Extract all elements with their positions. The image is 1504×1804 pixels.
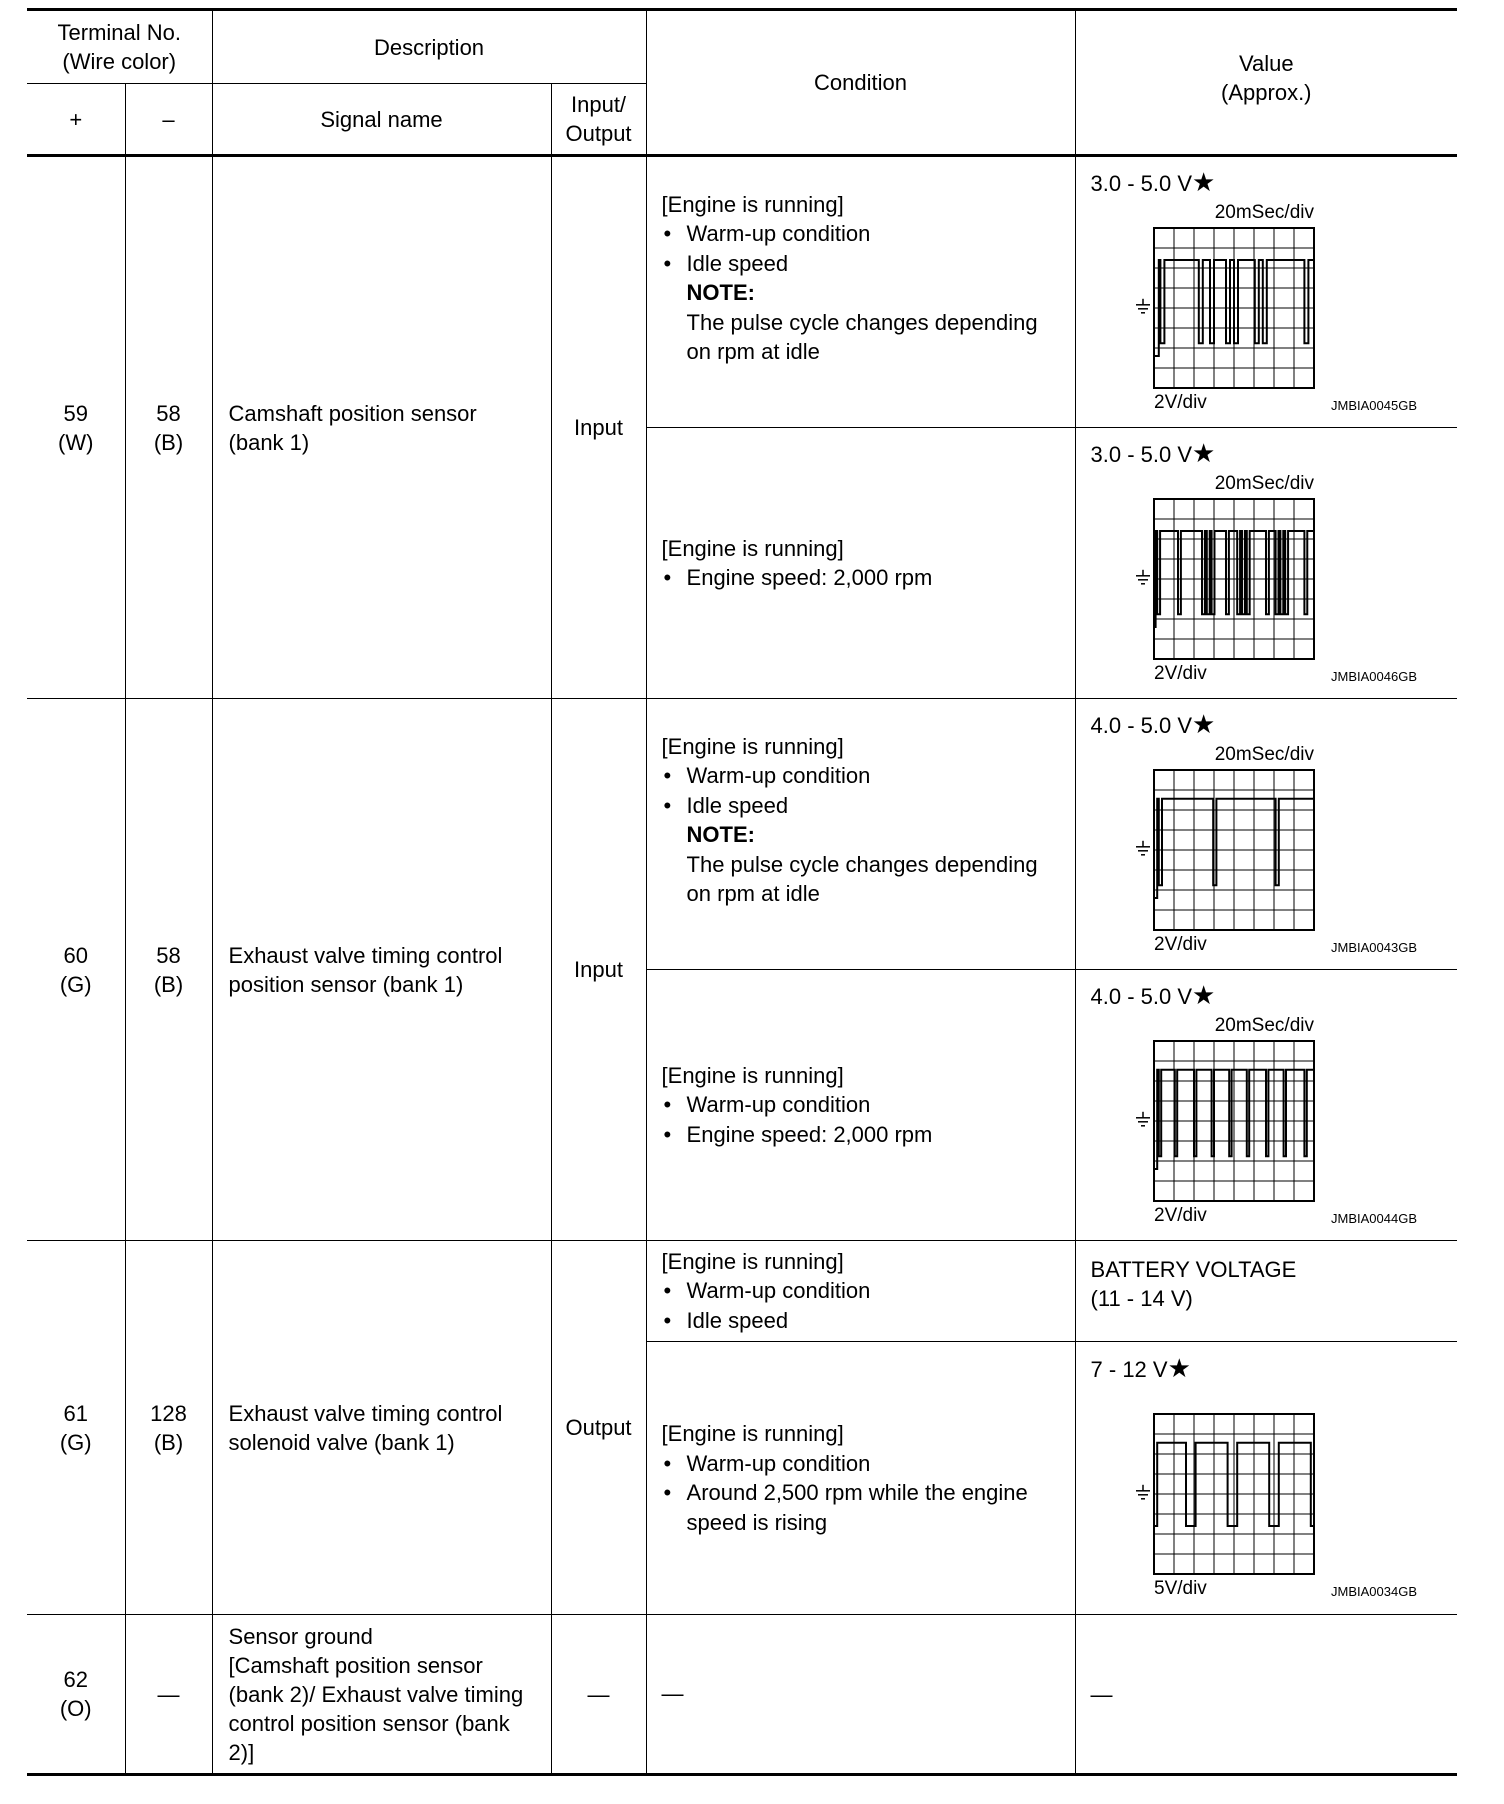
condition-bullet: • Warm-up condition	[662, 1090, 1067, 1120]
oscilloscope-chart	[1091, 469, 1458, 689]
condition-bullet: • Idle speed	[662, 791, 1067, 821]
terminal-table	[27, 8, 1457, 1776]
plus-terminal	[27, 1241, 125, 1615]
value-cell	[1075, 1342, 1457, 1615]
time-div-label: 20mSec/div	[1214, 1015, 1314, 1036]
value-range: 7 - 12 V	[1090, 1357, 1168, 1382]
volt-div-label: 2V/div	[1153, 1205, 1207, 1226]
oscilloscope-chart	[1091, 198, 1458, 418]
value-title	[1091, 981, 1458, 1011]
wire-color: (O)	[59, 1696, 92, 1721]
volt-div-label: 5V/div	[1153, 1578, 1207, 1599]
signal-name-line: Exhaust valve timing control	[228, 1400, 503, 1426]
header-wire-color-label: (Wire color)	[62, 49, 177, 74]
signal-name	[212, 1615, 551, 1775]
condition-cell	[646, 428, 1075, 699]
header-output-label: Output	[565, 121, 632, 146]
signal-name-line: (bank 1)	[228, 429, 310, 455]
oscilloscope-grid	[1154, 1414, 1314, 1574]
wire-color: (B)	[153, 1429, 184, 1455]
value-cell	[1075, 428, 1457, 699]
minus-terminal	[125, 156, 212, 699]
condition-title: [Engine is running]	[661, 191, 844, 217]
signal-name-line: Camshaft position sensor	[228, 400, 477, 426]
table-row	[27, 1241, 1457, 1342]
condition-cell: —	[646, 1615, 1075, 1775]
note-text: on rpm at idle	[686, 339, 820, 364]
figure-code-label: JMBIA0046GB	[1330, 669, 1417, 684]
terminal-number: 60	[63, 942, 88, 968]
header-input-label: Input/	[571, 92, 627, 117]
condition-title: [Engine is running]	[661, 535, 844, 561]
figure-code-label: JMBIA0044GB	[1330, 1211, 1417, 1226]
minus-terminal	[125, 1241, 212, 1615]
header-approx-label: (Approx.)	[1221, 79, 1312, 105]
condition-title: [Engine is running]	[661, 1421, 844, 1446]
figure-code-label: JMBIA0045GB	[1330, 398, 1417, 413]
condition-bullet: • Around 2,500 rpm while the engine	[662, 1478, 1067, 1508]
value-range: 4.0 - 5.0 V	[1090, 713, 1193, 738]
condition-cell	[646, 1241, 1075, 1342]
plus-terminal	[27, 1615, 125, 1775]
value-range: 3.0 - 5.0 V	[1090, 442, 1193, 467]
time-div-label: 20mSec/div	[1214, 473, 1314, 494]
value-title	[1091, 168, 1458, 198]
value-cell	[1075, 156, 1457, 428]
value-title	[1091, 439, 1458, 469]
wire-color: (W)	[58, 429, 94, 455]
ground-icon	[1136, 1485, 1150, 1499]
io-type: Input	[551, 156, 646, 699]
condition-bullet: • Engine speed: 2,000 rpm	[662, 563, 1067, 593]
table-row	[27, 1615, 1457, 1775]
value-cell	[1075, 970, 1457, 1241]
header-plus: +	[27, 84, 125, 156]
minus-terminal	[125, 699, 212, 1241]
signal-name-line: Exhaust valve timing control	[228, 942, 503, 968]
ground-icon	[1136, 1112, 1150, 1126]
condition-bullet: • Engine speed: 2,000 rpm	[662, 1120, 1067, 1150]
io-type: —	[551, 1615, 646, 1775]
condition-cell	[646, 1342, 1075, 1615]
star-icon: ★	[1192, 980, 1216, 1010]
oscilloscope-grid	[1154, 770, 1314, 930]
figure-code-label: JMBIA0043GB	[1330, 940, 1417, 955]
plus-terminal	[27, 156, 125, 699]
volt-div-label: 2V/div	[1153, 663, 1207, 684]
terminal-number: 62	[63, 1667, 88, 1692]
wire-color: (G)	[59, 1429, 92, 1455]
signal-name	[212, 156, 551, 699]
terminal-table-wrapper	[27, 8, 1457, 1776]
oscilloscope-chart	[1091, 1384, 1458, 1604]
value-text: BATTERY VOLTAGE	[1090, 1257, 1297, 1282]
time-div-label: 20mSec/div	[1214, 202, 1314, 223]
table-row	[27, 156, 1457, 428]
terminal-number: 59	[63, 400, 88, 426]
signal-name-line: position sensor (bank 1)	[228, 971, 464, 997]
header-condition: Condition	[646, 10, 1075, 156]
condition-bullet: • Warm-up condition	[662, 1276, 1067, 1306]
header-signal-name: Signal name	[212, 84, 551, 156]
wire-color: (B)	[153, 429, 184, 455]
signal-name-line: Sensor ground	[228, 1623, 373, 1649]
header-description: Description	[212, 10, 646, 84]
header-value-label: Value	[1238, 50, 1294, 76]
value-text: (11 - 14 V)	[1090, 1286, 1193, 1311]
time-div-label: 20mSec/div	[1214, 744, 1314, 765]
condition-title: [Engine is running]	[661, 1248, 844, 1274]
value-title	[1091, 1354, 1458, 1384]
ground-icon	[1136, 841, 1150, 855]
volt-div-label: 2V/div	[1153, 392, 1207, 413]
signal-name-line: control position sensor (bank	[228, 1710, 510, 1736]
signal-name-line: 2)]	[228, 1739, 255, 1765]
value-range: 4.0 - 5.0 V	[1090, 984, 1193, 1009]
oscilloscope-svg	[1091, 740, 1421, 960]
condition-bullet: • Warm-up condition	[662, 761, 1067, 791]
oscilloscope-chart	[1091, 740, 1458, 960]
terminal-number: 61	[63, 1400, 88, 1426]
condition-bullet: • Idle speed	[662, 1306, 1067, 1336]
condition-title: [Engine is running]	[661, 733, 844, 759]
oscilloscope-svg	[1091, 198, 1421, 418]
signal-name	[212, 1241, 551, 1615]
header-minus: –	[125, 84, 212, 156]
star-icon: ★	[1192, 709, 1216, 739]
signal-name-line: [Camshaft position sensor	[228, 1652, 483, 1678]
terminal-number: 58	[156, 400, 181, 426]
condition-bullet: • Warm-up condition	[662, 219, 1067, 249]
note-text: The pulse cycle changes depending	[686, 851, 1038, 877]
terminal-number: 58	[156, 942, 181, 968]
figure-code-label: JMBIA0034GB	[1330, 1584, 1417, 1599]
header-terminal-no	[27, 10, 212, 84]
io-type: Input	[551, 699, 646, 1241]
minus-terminal: —	[125, 1615, 212, 1775]
oscilloscope-chart	[1091, 1011, 1458, 1231]
note-label: NOTE:	[686, 280, 755, 305]
oscilloscope-svg	[1091, 1011, 1421, 1231]
condition-title: [Engine is running]	[661, 1062, 844, 1088]
condition-cell	[646, 970, 1075, 1241]
header-value	[1075, 10, 1457, 156]
volt-div-label: 2V/div	[1153, 934, 1207, 955]
value-cell	[1075, 1241, 1457, 1342]
header-input-output	[551, 84, 646, 156]
value-title	[1091, 710, 1458, 740]
table-row	[27, 699, 1457, 970]
terminal-number: 128	[150, 1400, 187, 1426]
oscilloscope-svg	[1091, 1384, 1421, 1604]
note-label: NOTE:	[686, 822, 755, 847]
condition-cell	[646, 156, 1075, 428]
star-icon: ★	[1167, 1353, 1191, 1383]
plus-terminal	[27, 699, 125, 1241]
note-text: on rpm at idle	[686, 881, 820, 906]
condition-cell	[646, 699, 1075, 970]
condition-bullet: • Idle speed	[662, 249, 1067, 279]
io-type: Output	[551, 1241, 646, 1615]
wire-color: (G)	[59, 971, 92, 997]
value-range: 3.0 - 5.0 V	[1090, 171, 1193, 196]
note-text: The pulse cycle changes depending	[686, 309, 1038, 335]
star-icon: ★	[1192, 167, 1216, 197]
condition-bullet-continued: speed is rising	[686, 1509, 828, 1535]
wire-color: (B)	[153, 971, 184, 997]
value-cell: —	[1075, 1615, 1457, 1775]
value-cell	[1075, 699, 1457, 970]
oscilloscope-svg	[1091, 469, 1421, 689]
ground-icon	[1136, 570, 1150, 584]
star-icon: ★	[1192, 438, 1216, 468]
signal-name-line: (bank 2)/ Exhaust valve timing	[228, 1681, 524, 1707]
signal-name	[212, 699, 551, 1241]
signal-name-line: solenoid valve (bank 1)	[228, 1429, 455, 1455]
ground-icon	[1136, 299, 1150, 313]
header-terminal-no-label: Terminal No.	[57, 20, 181, 45]
condition-bullet: • Warm-up condition	[662, 1449, 1067, 1479]
